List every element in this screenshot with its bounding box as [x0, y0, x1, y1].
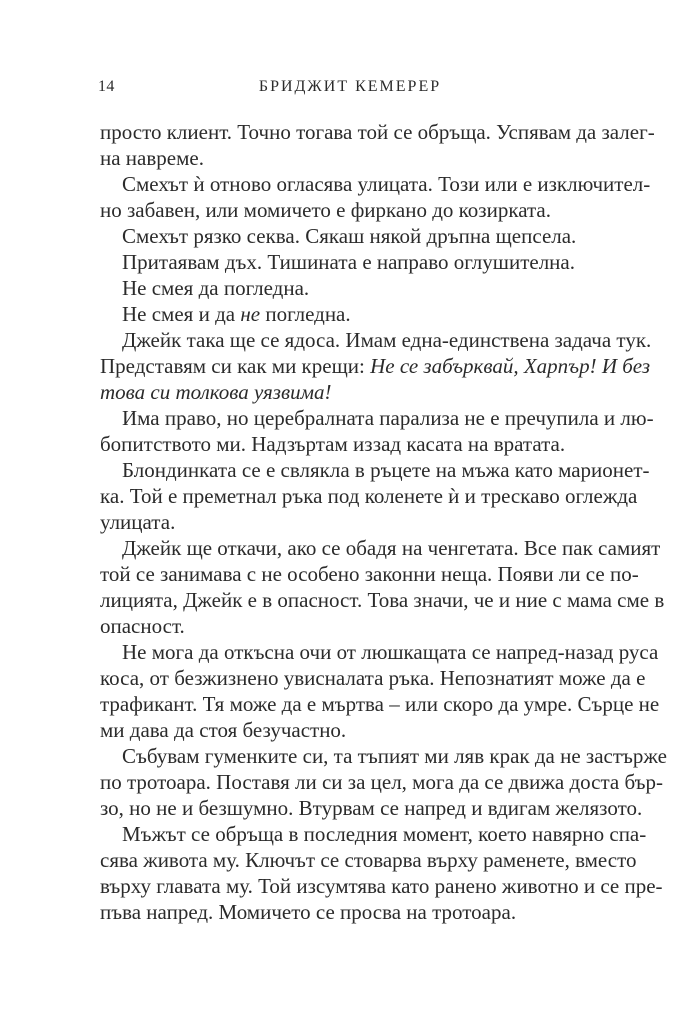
text-line: улицата. — [100, 510, 176, 534]
text-line: просто клиент. Точно тогава той се обръща. Успявам да залег- — [100, 120, 655, 144]
paragraph — [100, 743, 667, 821]
text-line: Има право, но церебралната парализа не е пречупила и лю- — [122, 406, 654, 430]
text-line: но забавен, или момичето е фиркано до козирката. — [100, 198, 551, 222]
page-header — [98, 76, 602, 98]
text-line: Не мога да откъсна очи от люшкащата се напред-назад руса — [122, 640, 659, 664]
body-text — [100, 119, 667, 925]
text-line: той се занимава с не особено законни неща. Появи ли се по- — [100, 562, 639, 586]
paragraph — [100, 301, 600, 327]
paragraph — [100, 223, 600, 249]
text-line: Джейк ще откачи, ако се обадя на ченгетата. Все пак самият — [122, 536, 661, 560]
page-number: 14 — [98, 78, 115, 95]
text-line: коса, от безжизнено увисналата ръка. Непознатият може да е — [100, 666, 646, 690]
text-line: на навреме. — [100, 146, 204, 170]
paragraph — [100, 249, 600, 275]
text-line: Представям си как ми крещи: Не се забърквай, Харпър! И без — [100, 354, 651, 378]
text-line: Блондинката се е свлякла в ръцете на мъжа като марионет- — [122, 458, 650, 482]
text-line: бопитството ми. Надзъртам иззад касата на вратата. — [100, 432, 566, 456]
paragraph — [100, 405, 654, 457]
text-line: Джейк така ще се ядоса. Имам една-единствена задача тук. — [122, 328, 652, 352]
paragraph — [100, 639, 660, 743]
paragraph — [100, 327, 652, 405]
paragraph — [100, 119, 655, 171]
text-line: ка. Той е преметнал ръка под коленете ѝ и трескаво оглежда — [100, 484, 638, 508]
paragraph — [100, 821, 663, 925]
text-line: сява живота му. Ключът се стоварва върху раменете, вместо — [100, 848, 637, 872]
text-line: Смехът ѝ отново огласява улицата. Този или е изключител- — [122, 172, 651, 196]
text-line: Не смея и да не погледна. — [122, 302, 351, 326]
text-line: лицията, Джейк е в опасност. Това значи, че и ние с мама сме в — [100, 588, 665, 612]
text-line: Не смея да погледна. — [122, 276, 310, 300]
text-line: Събувам гуменките си, та тъпият ми ляв крак да не застърже — [122, 744, 667, 768]
text-line: върху главата му. Той изсумтява като ранено животно и се пре- — [100, 874, 663, 898]
running-title: БРИДЖИТ КЕМЕРЕР — [258, 78, 442, 95]
paragraph — [100, 535, 665, 639]
text-line: зо, но не и безшумно. Втурвам се напред и вдигам желязото. — [100, 796, 643, 820]
text-line: по тротоара. Поставя ли си за цел, мога да се движа доста бър- — [100, 770, 664, 794]
text-line: Смехът рязко секва. Сякаш някой дръпна щепсела. — [122, 224, 577, 248]
text-line: ми дава да стоя безучастно. — [100, 718, 347, 742]
text-line: опасност. — [100, 614, 185, 638]
paragraph — [100, 457, 650, 535]
text-line: трафикант. Тя може да е мъртва – или скоро да умре. Сърце не — [100, 692, 660, 716]
text-line: това си толкова уязвима! — [100, 380, 332, 404]
paragraph — [100, 275, 600, 301]
text-line: пъва напред. Момичето се просва на тротоара. — [100, 900, 517, 924]
text-line: Мъжът се обръща в последния момент, което навярно спа- — [122, 822, 647, 846]
paragraph — [100, 171, 651, 223]
text-line: Притаявам дъх. Тишината е направо оглушителна. — [122, 250, 575, 274]
